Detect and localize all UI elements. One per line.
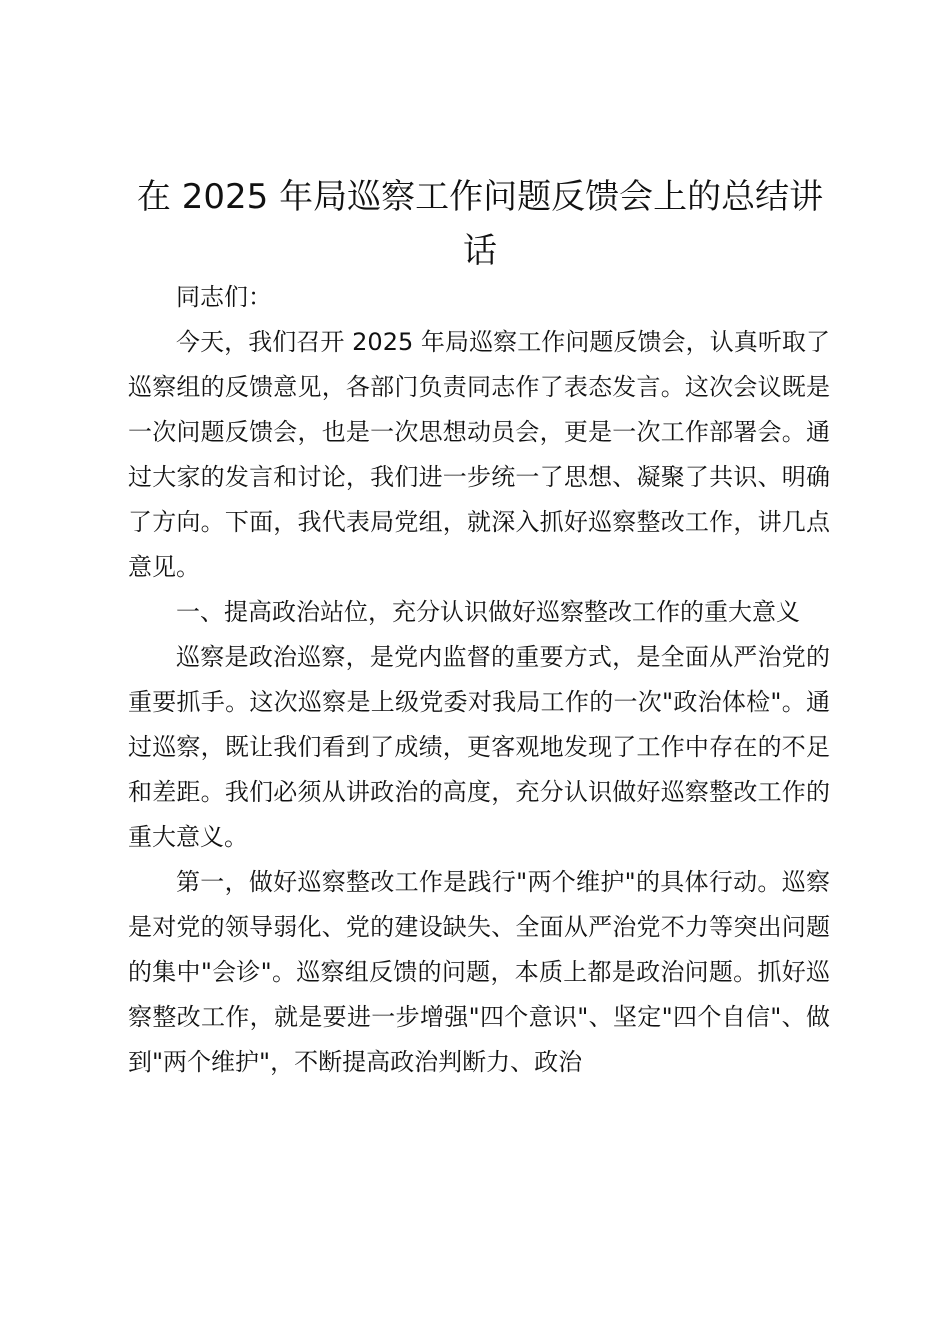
section-heading-1: 一、提高政治站位，充分认识做好巡察整改工作的重大意义 bbox=[176, 598, 800, 626]
paragraph-section-1: 巡察是政治巡察，是党内监督的重要方式，是全面从严治党的重要抓手。这次巡察是上级党委对我局工作的一次"政治体检"。通过巡察，既让我们看到了成绩，更客观地发现了工作中存在的不足和差距。我们必须从讲政治的高度，充分认识做好巡察整改工作的重大意义。 bbox=[128, 643, 830, 851]
salutation: 同志们： bbox=[176, 283, 272, 311]
paragraph-point-1: 第一，做好巡察整改工作是践行"两个维护"的具体行动。巡察是对党的领导弱化、党的建设缺失、全面从严治党不力等突出问题的集中"会诊"。巡察组反馈的问题，本质上都是政治问题。抓好巡察整改工作，就是要进一步增强"四个意识"、坚定"四个自信"、做到"两个维护"，不断提高政治判断力、政治 bbox=[128, 868, 830, 1076]
document-body bbox=[128, 275, 830, 1085]
document-title: 在 2025 年局巡察工作问题反馈会上的总结讲话 bbox=[136, 177, 824, 271]
paragraph-intro: 今天，我们召开 2025 年局巡察工作问题反馈会，认真听取了巡察组的反馈意见，各部门负责同志作了表态发言。这次会议既是一次问题反馈会，也是一次思想动员会，更是一次工作部署会。通过大家的发言和讨论，我们进一步统一了思想、凝聚了共识、明确了方向。下面，我代表局党组，就深入抓好巡察整改工作，讲几点意见。 bbox=[128, 328, 830, 581]
